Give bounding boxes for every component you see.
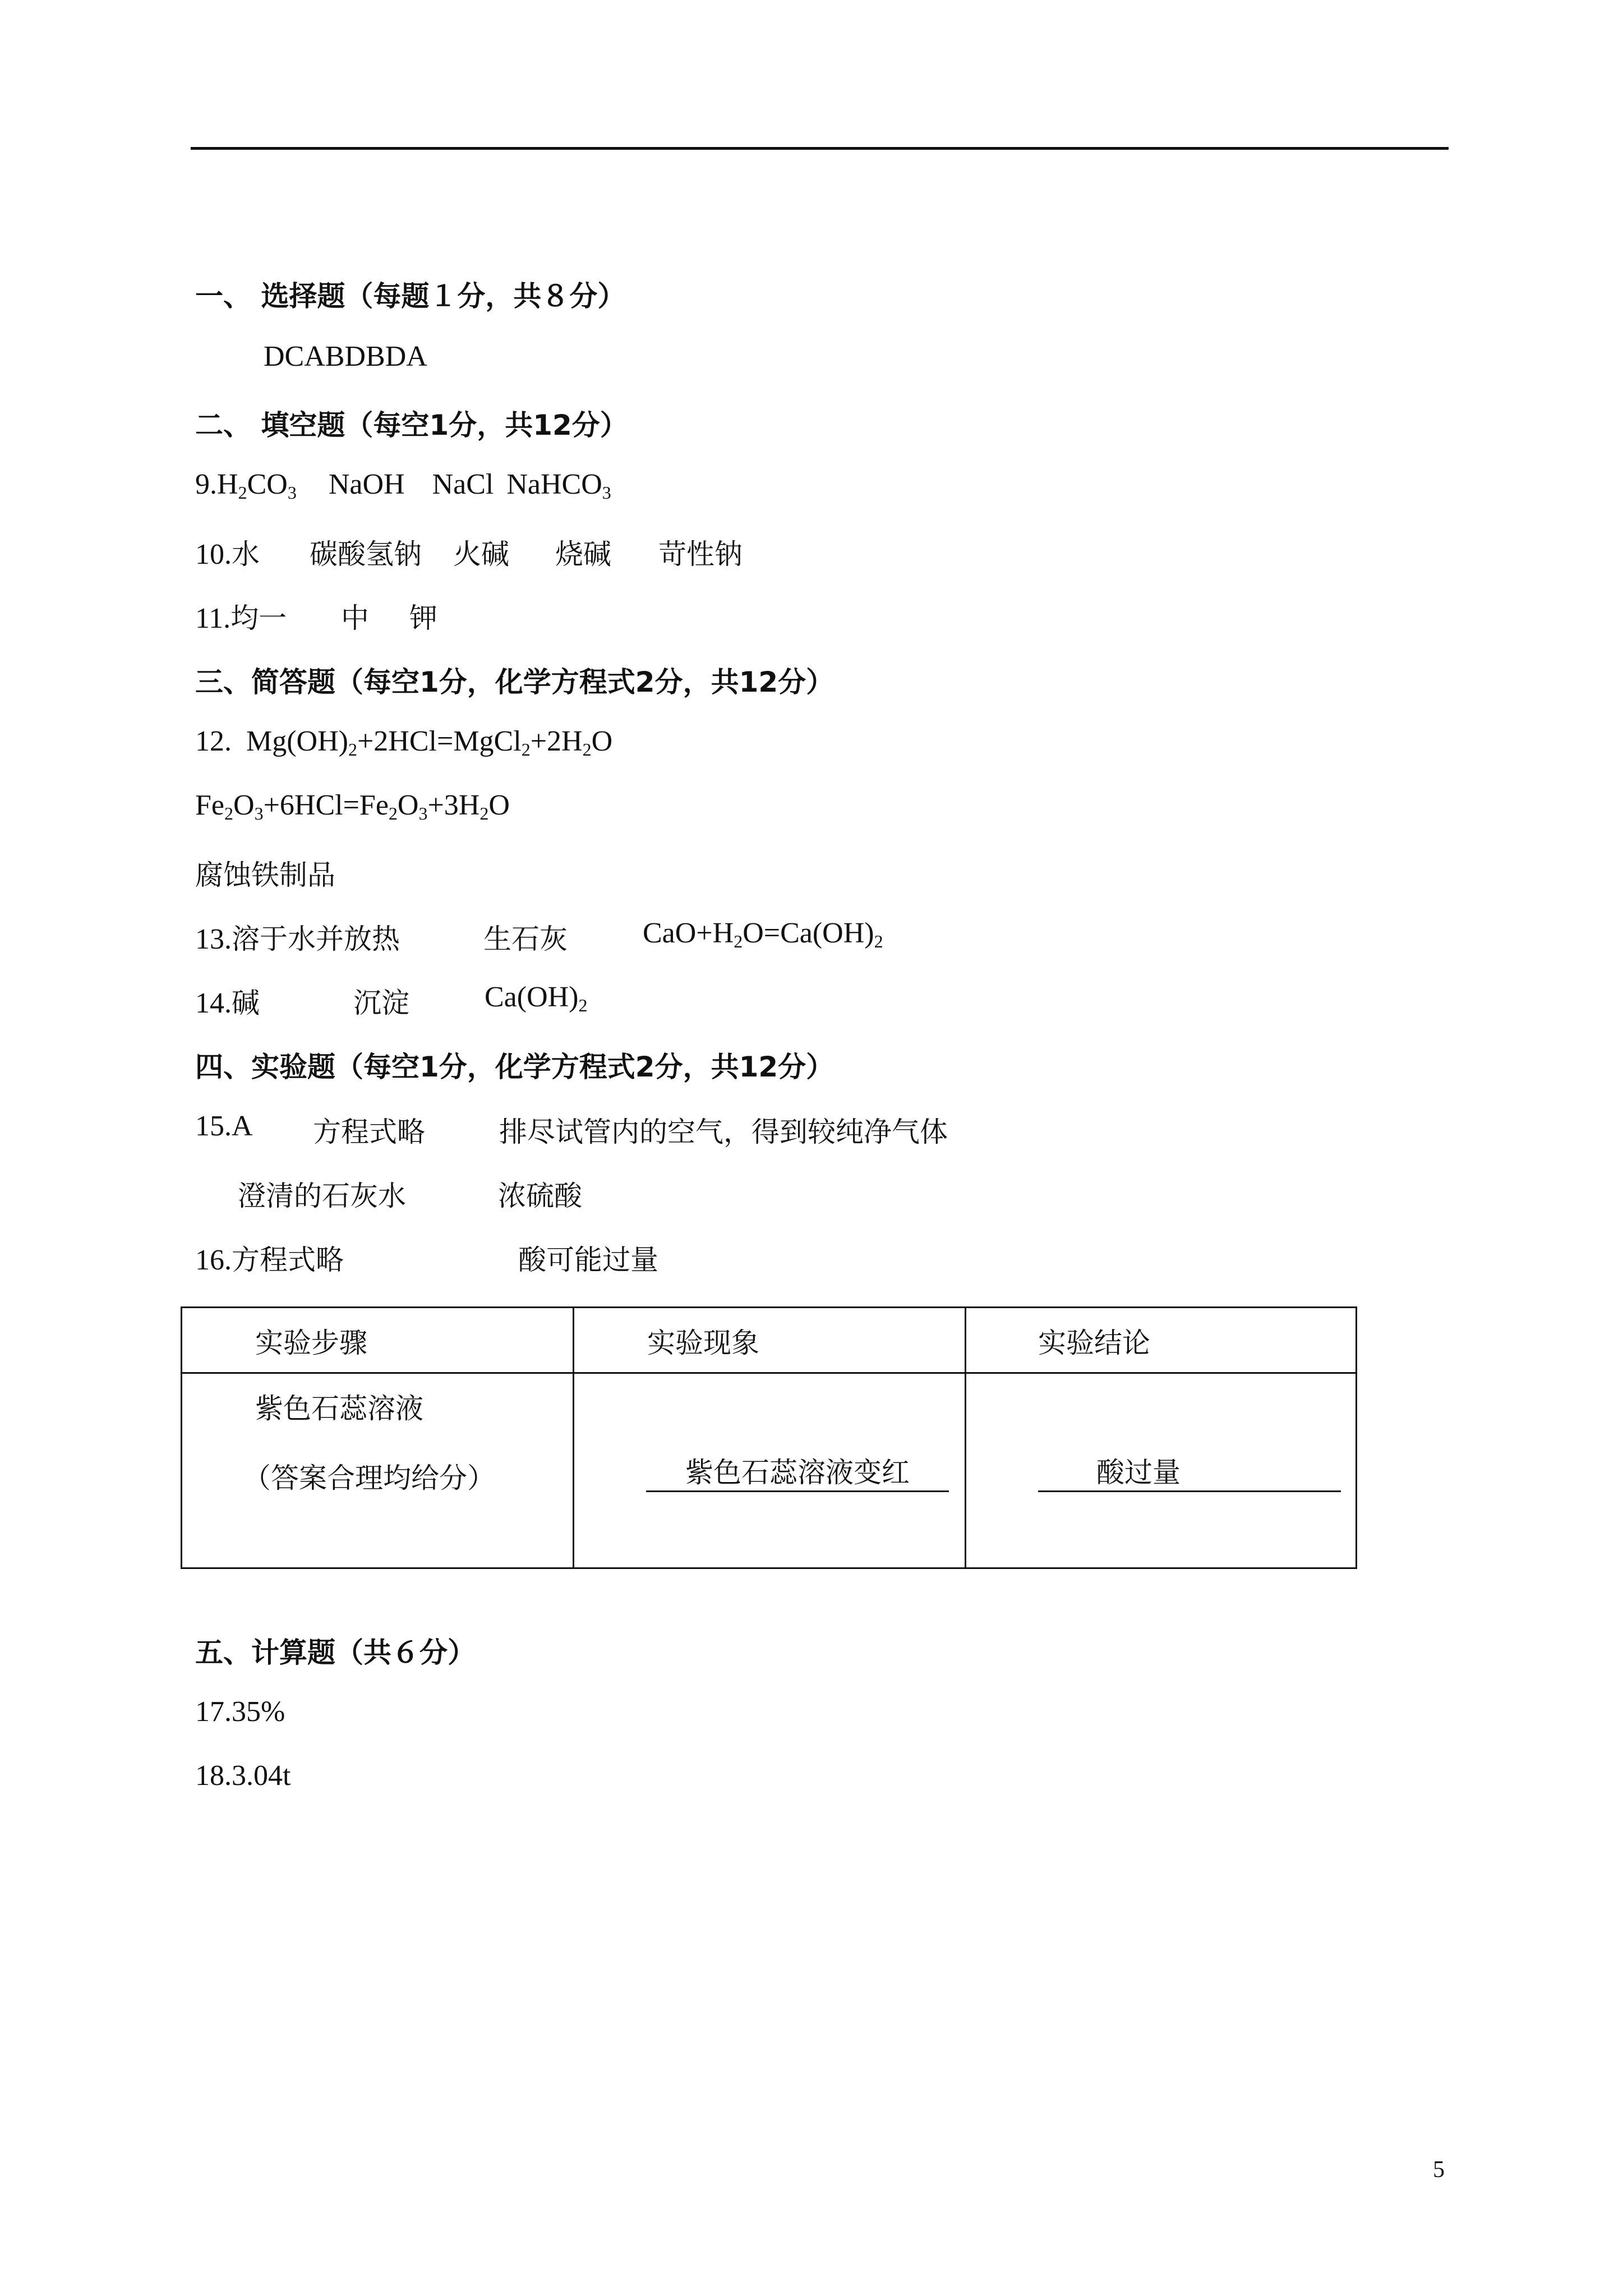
- table-cell-step: [182, 1373, 574, 1568]
- table-cell-phenomenon: [574, 1373, 966, 1568]
- table-header-cell: 实验步骤: [182, 1308, 574, 1373]
- section-5-title: 五、计算题（共６分）: [195, 1636, 476, 1669]
- q9-answer: $9.H_2CO_3$ NaOH NaCl NaHCO$_3$: [195, 468, 611, 503]
- q12-equation-2: $Fe_2O_3+6HCl=Fe_2O_3+3H_2O$: [195, 789, 510, 823]
- q12-text: 腐蚀铁制品: [195, 859, 335, 891]
- header-rule: [191, 147, 1449, 150]
- section-1-title: 一、 选择题（每题１分，共８分）: [195, 280, 626, 312]
- conclusion-answer: 酸过量: [1038, 1450, 1341, 1492]
- q10-answer: 10.水 碳酸氢钠 火碱 烧碱 苛性钠: [195, 538, 743, 570]
- section-3-title: 三、简答题（每空1分，化学方程式2分，共12分）: [195, 666, 834, 698]
- q15-answer-line2: 澄清的石灰水 浓硫酸: [238, 1180, 582, 1212]
- experiment-table: [181, 1306, 1357, 1569]
- step-line-1: 紫色石蕊溶液: [255, 1392, 423, 1425]
- table-row: [182, 1373, 1357, 1568]
- q17-answer: 17.35%: [195, 1696, 285, 1728]
- step-line-2: （答案合理均给分）: [243, 1462, 495, 1494]
- q1-8-answers: DCABDBDA: [264, 341, 427, 372]
- table-header-cell: 实验结论: [966, 1308, 1357, 1373]
- table-header-cell: 实验现象: [574, 1308, 966, 1373]
- page-number: 5: [1433, 2157, 1445, 2183]
- phenomenon-answer: 紫色石蕊溶液变红: [646, 1450, 949, 1492]
- table-cell-conclusion: [966, 1373, 1357, 1568]
- q12-equation-1: 12. $Mg(OH)_2+2HCl=MgCl_2+2H_2O$: [195, 725, 613, 760]
- q13-answer: 13.溶于水并放热 生石灰 $CaO+H_2O=Ca(OH)_2$: [195, 917, 883, 955]
- q14-answer: 14.碱 沉淀 $Ca(OH)_2$: [195, 981, 588, 1019]
- table-header-row: [182, 1308, 1357, 1373]
- q11-answer: 11.均一 中 钾: [195, 602, 437, 634]
- q15-answer-line1: 15.A 方程式略 排尽试管内的空气，得到较纯净气体: [195, 1110, 948, 1148]
- q18-answer: 18.3.04t: [195, 1760, 291, 1792]
- q16-answer: 16.方程式略 酸可能过量: [195, 1244, 658, 1276]
- section-2-title: 二、 填空题（每空1分，共12分）: [195, 409, 628, 441]
- section-4-title: 四、实验题（每空1分，化学方程式2分，共12分）: [195, 1051, 834, 1083]
